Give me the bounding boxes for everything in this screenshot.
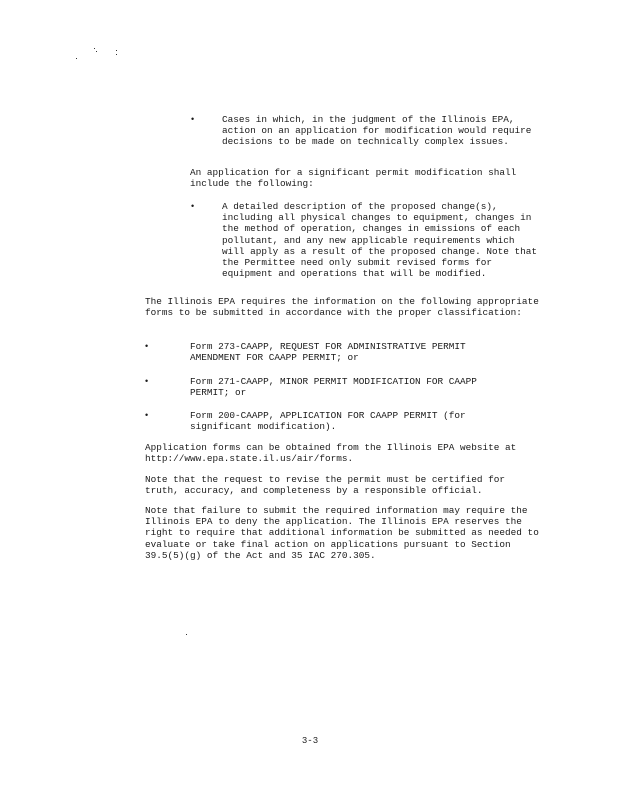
significant-bullet-symbol: • — [191, 201, 195, 211]
form-271-bullet: • — [145, 376, 149, 386]
stray-mark — [186, 634, 187, 635]
significant-bullet-text: A detailed description of the proposed change(s), including all physical changes to equipment, changes in the method of operation, changes in emissions of each pollutant, and any new applicable requirements which will apply as a result of the proposed change. Note that the Permittee need only submit revised forms for equipment and operations that will be modified. — [222, 201, 538, 280]
page-number: 3-3 — [301, 736, 319, 746]
top-bullet-text: Cases in which, in the judgment of the Illinois EPA, action on an application for modification would require decisions to be made on technically complex issues. — [222, 114, 532, 148]
form-273-bullet: • — [145, 341, 149, 351]
significant-intro: An application for a significant permit modification shall include the following: — [190, 167, 517, 190]
form-273-item: Form 273-CAAPP, REQUEST FOR ADMINISTRATIVE PERMIT AMENDMENT FOR CAAPP PERMIT; or — [190, 341, 466, 364]
top-bullet-symbol: • — [191, 114, 195, 124]
certify-note: Note that the request to revise the permit must be certified for truth, accuracy, and completeness by a responsible official. — [145, 474, 506, 497]
failure-note: Note that failure to submit the required information may require the Illinois EPA to deny the application. The Illinois EPA reserves the right to require that additional information be submitted as needed to evaluate or take final action on applications pursuant to Section 39.5(5)(g) of the Act and 35 IAC 270.305. — [145, 505, 539, 561]
form-200-bullet: • — [145, 410, 149, 420]
form-271-item: Form 271-CAAPP, MINOR PERMIT MODIFICATION FOR CAAPP PERMIT; or — [190, 376, 477, 399]
scan-marks — [72, 46, 132, 66]
website-note: Application forms can be obtained from the Illinois EPA website at http://www.epa.state.il.us/air/forms. — [145, 442, 517, 465]
form-200-item: Form 200-CAAPP, APPLICATION FOR CAAPP PERMIT (for significant modification). — [190, 410, 466, 433]
forms-intro: The Illinois EPA requires the information on the following appropriate forms to be submitted in accordance with the proper classification: — [145, 296, 539, 319]
